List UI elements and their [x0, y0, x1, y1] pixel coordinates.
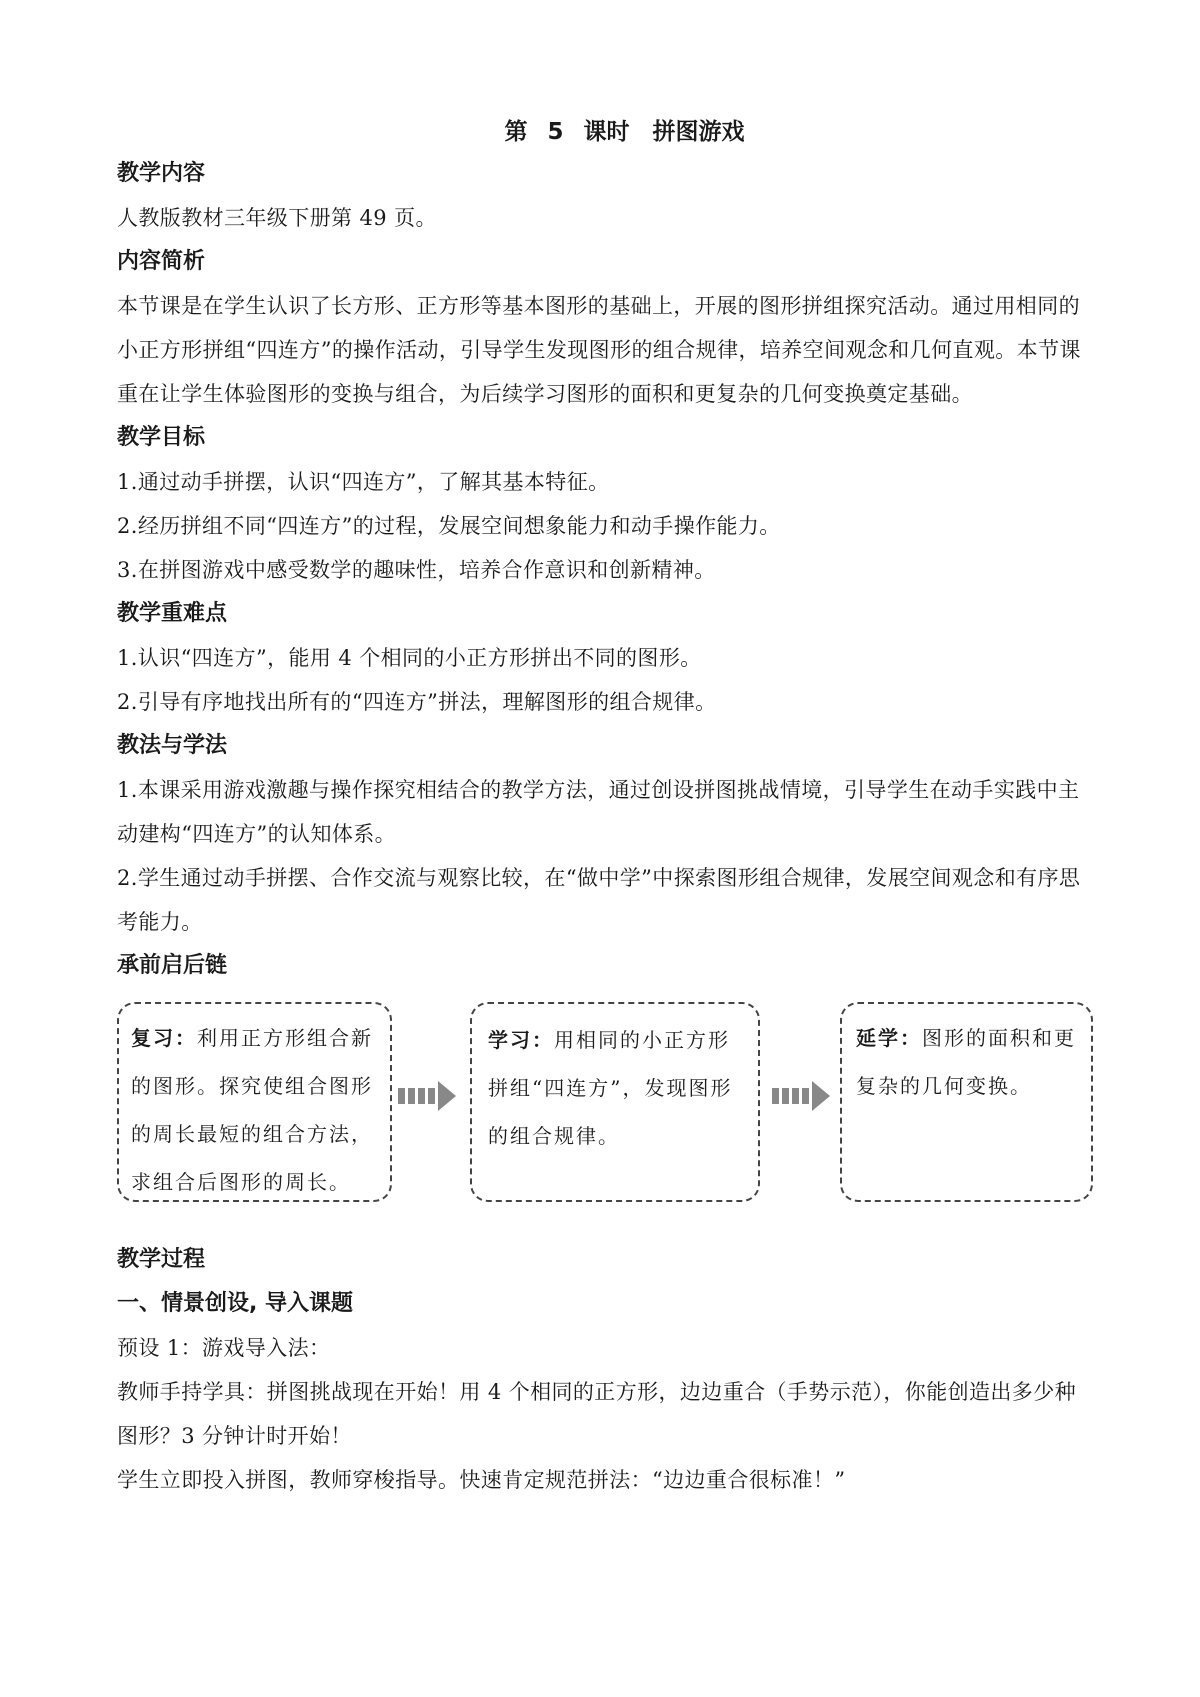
process-paragraph: 学生立即投入拼图，教师穿梭指导。快速肯定规范拼法：“边边重合很标准！” — [117, 1468, 846, 1492]
review-text: 利用正方形组合新的图形。探究使组合图形的周长最短的组合方法，求组合后图形的周长。 — [131, 1026, 373, 1194]
process-heading: 教学过程 — [117, 1247, 206, 1272]
step1-heading: 一、情景创设, 导入课题 — [117, 1291, 354, 1316]
arrow-right-icon — [398, 1079, 458, 1113]
review-box — [117, 1002, 392, 1202]
process-paragraph: 教师手持学具：拼图挑战现在开始！用 4 个相同的正方形，边边重合（手势示范），你能创造出多少种图形？3 分钟计时开始！ — [117, 1380, 1077, 1448]
document-page — [117, 112, 1092, 1502]
keypoints-heading: 教学重难点 — [117, 601, 228, 626]
chain-heading: 承前启后链 — [117, 953, 228, 978]
methods-heading: 教法与学法 — [117, 733, 228, 758]
goal-item: 3.在拼图游戏中感受数学的趣味性，培养合作意识和创新精神。 — [117, 558, 716, 582]
content-text: 人教版教材三年级下册第 49 页。 — [117, 206, 437, 230]
preset-line: 预设 1：游戏导入法： — [117, 1336, 331, 1360]
content-heading: 教学内容 — [117, 161, 206, 186]
learn-label: 学习： — [488, 1028, 554, 1052]
learn-text: 用相同的小正方形拼组“四连方”，发现图形的组合规律。 — [488, 1028, 733, 1148]
arrow-right-icon — [772, 1079, 832, 1113]
extend-label: 延学： — [856, 1026, 922, 1050]
keypoint-item: 2.引导有序地找出所有的“四连方”拼法，理解图形的组合规律。 — [117, 690, 717, 714]
lesson-chain-diagram — [117, 1002, 1092, 1202]
review-label: 复习： — [131, 1026, 197, 1050]
goal-item: 1.通过动手拼摆，认识“四连方”，了解其基本特征。 — [117, 470, 610, 494]
goals-heading: 教学目标 — [117, 425, 206, 450]
extend-box — [840, 1002, 1093, 1202]
analysis-text: 本节课是在学生认识了长方形、正方形等基本图形的基础上，开展的图形拼组探究活动。通过用相同的小正方形拼组“四连方”的操作活动，引导学生发现图形的组合规律，培养空间观念和几何直观。本节课重在让学生体验图形的变换与组合，为后续学习图形的面积和更复杂的几何变换奠定基础。 — [117, 294, 1081, 406]
extend-text: 图形的面积和更复杂的几何变换。 — [856, 1026, 1076, 1098]
goal-item: 2.经历拼组不同“四连方”的过程，发展空间想象能力和动手操作能力。 — [117, 514, 781, 538]
method-item: 1.本课采用游戏激趣与操作探究相结合的教学方法，通过创设拼图挑战情境，引导学生在动手实践中主动建构“四连方”的认知体系。 — [117, 778, 1080, 846]
analysis-heading: 内容简析 — [117, 249, 206, 274]
method-item: 2.学生通过动手拼摆、合作交流与观察比较，在“做中学”中探索图形组合规律，发展空间观念和有序思考能力。 — [117, 866, 1081, 934]
keypoint-item: 1.认识“四连方”，能用 4 个相同的小正方形拼出不同的图形。 — [117, 646, 702, 670]
learn-box — [470, 1002, 760, 1202]
page-title: 第 5 课时 拼图游戏 — [504, 119, 745, 145]
